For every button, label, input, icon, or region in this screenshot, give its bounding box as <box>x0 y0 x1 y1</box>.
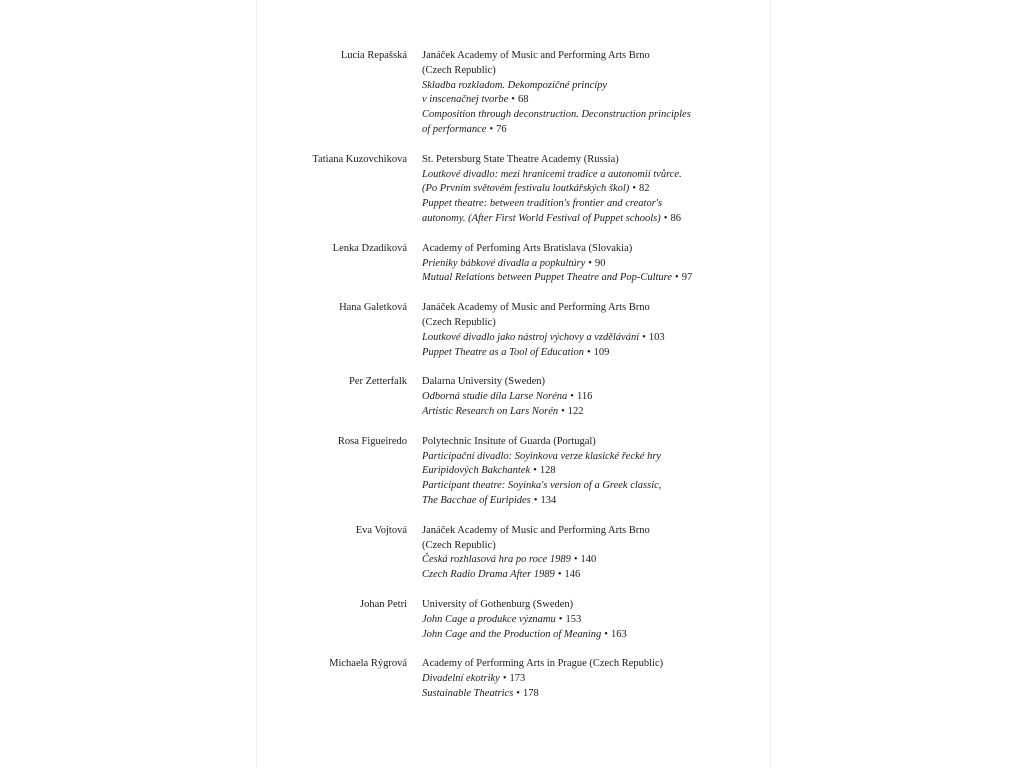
bullet-separator: • <box>588 257 592 269</box>
article-title-line <box>422 93 765 108</box>
article-title: Loutkové divadlo jako nástroj výchovy a vzdělávání <box>422 331 640 343</box>
entry-details <box>422 153 765 227</box>
bullet-separator: • <box>561 405 565 417</box>
article-title-line <box>422 182 765 197</box>
bullet-separator: • <box>604 628 608 640</box>
institution-line: Dalarna University (Sweden) <box>422 376 546 388</box>
entry-details <box>422 301 765 360</box>
article-title: Loutkové divadlo: mezi hranicemi tradice a autonomií tvůrce. <box>422 168 682 180</box>
bullet-separator: • <box>663 212 668 224</box>
institution-line: (Czech Republic) <box>422 539 496 551</box>
bullet-separator: • <box>557 569 562 581</box>
toc-entry <box>260 435 765 509</box>
institution-line: Janáček Academy of Music and Performing Arts Brno <box>422 302 650 314</box>
page-number: 122 <box>567 405 584 417</box>
toc-entry <box>260 153 765 227</box>
article-title: Participant theatre: Soyinka's version of a Greek classic, <box>422 480 662 492</box>
bullet-separator: • <box>516 687 520 699</box>
author-name: Rosa Figueiredo <box>337 435 407 447</box>
bullet-separator: • <box>570 391 574 403</box>
author-name: Johan Petri <box>360 598 407 610</box>
author-name: Tatiana Kuzovchikova <box>312 153 407 165</box>
page-number: 128 <box>539 465 556 477</box>
page-number: 86 <box>670 212 681 224</box>
page-number: 146 <box>564 569 581 581</box>
bullet-separator: • <box>558 613 563 625</box>
page-number: 163 <box>610 628 627 640</box>
article-title: Artistic Research on Lars Norén <box>422 405 559 417</box>
article-title: Divadelní ekotriky <box>422 673 500 685</box>
bullet-separator: • <box>573 554 578 566</box>
page-number: 68 <box>517 94 529 106</box>
article-title: autonomy. (After First World Festival of Puppet schools) <box>422 212 661 224</box>
page-number: 97 <box>681 272 693 284</box>
toc-entry <box>260 524 765 583</box>
article-title: v inscenačnej tvorbe <box>422 94 509 106</box>
entry-details <box>422 598 765 642</box>
article-title-line <box>422 346 765 361</box>
author-name: Michaela Rýgrová <box>329 658 407 670</box>
page-number: 134 <box>540 494 557 506</box>
entry-details <box>422 657 765 701</box>
article-title: of performance <box>422 123 487 135</box>
article-title: Czech Radio Drama After 1989 <box>422 569 555 581</box>
article-title-line <box>422 628 765 643</box>
author-name: Per Zetterfalk <box>348 376 407 388</box>
page-number: 140 <box>580 554 597 566</box>
page-number: 76 <box>496 123 507 135</box>
article-title-line <box>422 257 765 272</box>
entry-details <box>422 375 765 419</box>
article-title-line <box>422 479 765 494</box>
article-title-line <box>422 405 765 420</box>
page-number: 178 <box>522 687 539 699</box>
article-title: Mutual Relations between Puppet Theatre and Pop-Culture <box>422 272 673 284</box>
author-name: Lenka Dzadíková <box>332 242 407 254</box>
page-number: 116 <box>576 391 593 403</box>
toc-entry <box>260 657 765 701</box>
article-title-line <box>422 613 765 628</box>
article-title: Česká rozhlasová hra po roce 1989 <box>422 554 571 566</box>
toc-entry <box>260 49 765 138</box>
article-title-line <box>422 212 765 227</box>
institution-line: Academy of Perfoming Arts Bratislava (Slovakia) <box>422 242 633 254</box>
article-title-line <box>422 568 765 583</box>
article-title-line <box>422 672 765 687</box>
institution-line: Academy of Performing Arts in Prague (Czech Republic) <box>422 658 664 670</box>
article-title-line <box>422 108 765 123</box>
article-title: The Bacchae of Euripides <box>422 494 531 506</box>
table-of-contents <box>260 49 765 717</box>
article-title: Euripidových Bakchantek <box>422 465 531 477</box>
page-number: 90 <box>594 257 606 269</box>
article-title-line <box>422 331 765 346</box>
page-number: 153 <box>565 613 582 625</box>
page-number: 82 <box>639 183 650 195</box>
bullet-separator: • <box>533 465 537 477</box>
entry-details <box>422 49 765 138</box>
institution-line: Janáček Academy of Music and Performing Arts Brno <box>422 524 650 536</box>
article-title-line <box>422 464 765 479</box>
article-title: Prieniky bábkové divadla a popkultúry <box>422 257 586 269</box>
page-number: 109 <box>593 346 610 358</box>
article-title-line <box>422 271 765 286</box>
toc-entry <box>260 375 765 419</box>
institution-line: Polytechnic Insitute of Guarda (Portugal) <box>422 435 596 447</box>
page-number: 103 <box>648 331 665 343</box>
toc-entry <box>260 242 765 286</box>
article-title-line <box>422 168 765 183</box>
entry-details <box>422 435 765 509</box>
article-title-line <box>422 79 765 94</box>
toc-entry <box>260 598 765 642</box>
article-title-line <box>422 450 765 465</box>
article-title-line <box>422 197 765 212</box>
article-title: Composition through deconstruction. Deconstruction principles <box>422 109 691 121</box>
institution-line: St. Petersburg State Theatre Academy (Russia) <box>422 153 619 165</box>
article-title: Puppet theatre: between tradition's frontier and creator's <box>422 198 663 210</box>
article-title-line <box>422 123 765 138</box>
institution-line: (Czech Republic) <box>422 316 496 328</box>
author-name: Hana Galetková <box>339 302 407 314</box>
bullet-separator: • <box>511 94 515 106</box>
institution-line: Janáček Academy of Music and Performing Arts Brno <box>422 50 650 61</box>
author-name: Lucia Repašská <box>340 50 407 61</box>
bullet-separator: • <box>675 272 679 284</box>
author-name: Eva Vojtová <box>355 524 407 536</box>
article-title: Skladba rozkladom. Dekompozičné princípy <box>422 79 608 91</box>
article-title: (Po Prvním světovém festivalu loutkářských škol) <box>422 183 630 195</box>
page-number: 173 <box>509 673 526 685</box>
entry-details <box>422 242 765 286</box>
toc-entry <box>260 301 765 360</box>
article-title: Puppet Theatre as a Tool of Education <box>422 346 584 358</box>
bullet-separator: • <box>533 494 538 506</box>
article-title-line <box>422 390 765 405</box>
bullet-separator: • <box>632 183 636 195</box>
article-title-line <box>422 553 765 568</box>
article-title-line <box>422 494 765 509</box>
article-title: John Cage and the Production of Meaning <box>422 628 602 640</box>
page-edge-right <box>770 0 771 768</box>
article-title-line <box>422 687 765 702</box>
article-title: Participační divadlo: Soyinkova verze klasické řecké hry <box>422 450 662 462</box>
bullet-separator: • <box>502 673 507 685</box>
article-title: Odborná studie díla Larse Noréna <box>422 391 568 403</box>
entry-details <box>422 524 765 583</box>
bullet-separator: • <box>586 346 591 358</box>
page-edge-left <box>256 0 257 768</box>
article-title: Sustainable Theatrics <box>422 687 514 699</box>
bullet-separator: • <box>489 123 494 135</box>
institution-line: (Czech Republic) <box>422 64 496 76</box>
institution-line: University of Gothenburg (Sweden) <box>422 598 574 610</box>
bullet-separator: • <box>642 331 646 343</box>
article-title: John Cage a produkce významu <box>422 613 556 625</box>
